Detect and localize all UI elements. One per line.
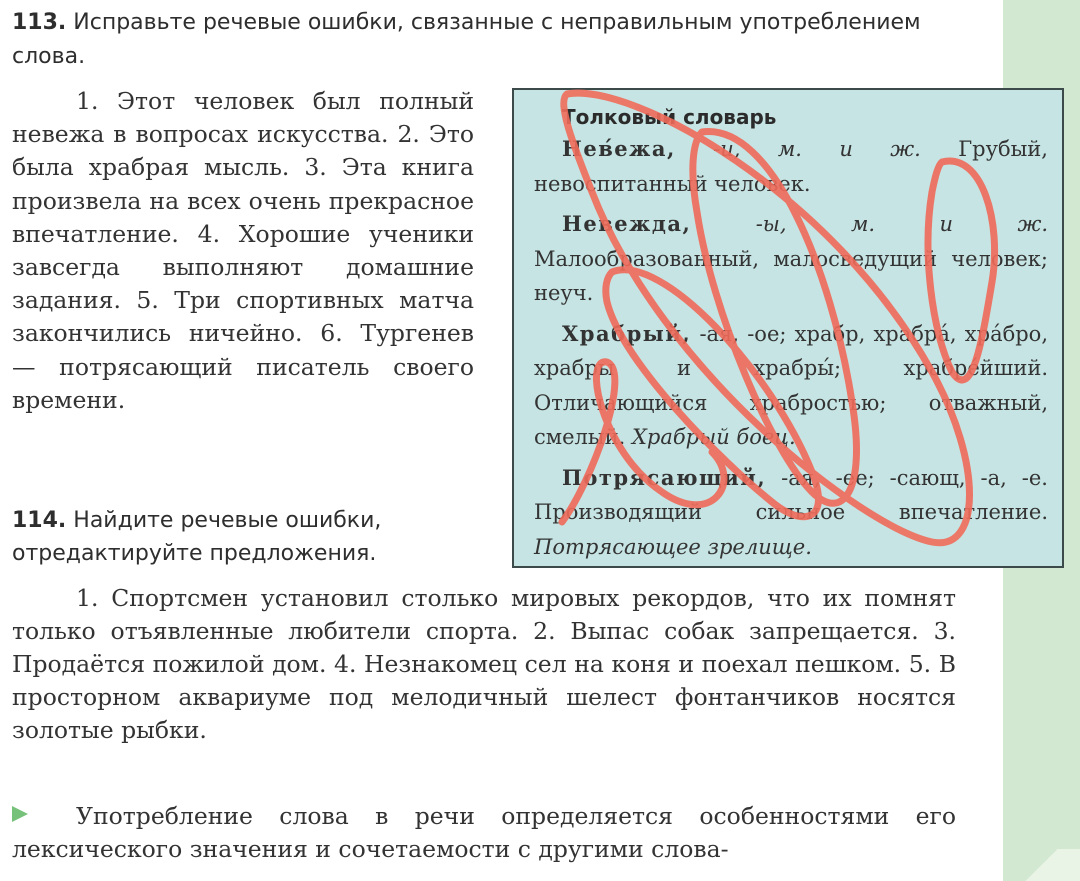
entry-headword: Потрясающий, — [562, 464, 767, 490]
entry-definition: Грубый, невоспитанный человек. — [534, 137, 1048, 196]
entry-headword: Невежда, — [562, 211, 692, 236]
dictionary-entry — [534, 207, 1048, 311]
entry-grammar: -и, м. и ж. — [713, 137, 921, 161]
entry-example: Храбрый боец. — [631, 425, 796, 449]
dictionary-entry — [534, 132, 1048, 201]
rule-text: Употребление слова в речи определяется особенностями его лексического значения и сочетаемости с другими слова- — [12, 802, 956, 863]
entry-definition: -ая, -ее; -сающ, -а, -е. Производящий сильное впечатление. — [534, 465, 1048, 524]
task-114-text: 1. Спортсмен установил столько мировых рекордов, что их помнят только отъявленные любители спорта. 2. Выпас собак запрещается. 3. Продаётся пожилой дом. 4. Незнакомец сел на коня и поехал пешком. 5. В просторном аквариуме под мелодичный шелест фонтанчиков носятся золотые рыбки. — [12, 584, 956, 744]
entry-headword: Храбрый, — [562, 320, 692, 346]
entry-definition: Малообразованный, малосведущий человек; неуч. — [534, 246, 1048, 305]
dictionary-box — [512, 88, 1064, 568]
dictionary-entry — [534, 317, 1048, 455]
dictionary-title: Толковый словарь — [562, 105, 777, 129]
task-114-number: 114. — [12, 508, 67, 533]
entry-headword: Нев́ежа, — [562, 136, 676, 161]
entry-definition: -ая, -ое; храбр, храбра́, хра́бро, храбры и храбры́; храбре́йший. Отличающийся храбростью; отважный, смелый. — [534, 321, 1048, 449]
task-114-instruction: Найдите речевые ошибки, отредактируйте предложения. — [12, 508, 382, 566]
dictionary-entry — [534, 461, 1048, 565]
task-113-number: 113. — [12, 10, 67, 35]
task-113-instruction: Исправьте речевые ошибки, связанные с неправильным употреблением слова. — [12, 10, 921, 69]
task-113-text: 1. Этот человек был полный невежа в вопросах искусства. 2. Это была храбрая мысль. 3. Эта книга произвела на всех очень прекрасное впечатление. 4. Хорошие ученики завсегда выполняют домашние задания. 5. Три спортивных матча закончились ничейно. 6. Тургенев — потрясающий писатель своего времени. — [12, 87, 474, 414]
task-114-heading — [12, 504, 482, 570]
page-corner-arrow — [1003, 849, 1080, 881]
entry-grammar: -ы, м. и ж. — [755, 212, 1048, 236]
entry-example: Потрясающее зрелище. — [534, 534, 812, 559]
task-113-heading — [12, 6, 982, 74]
